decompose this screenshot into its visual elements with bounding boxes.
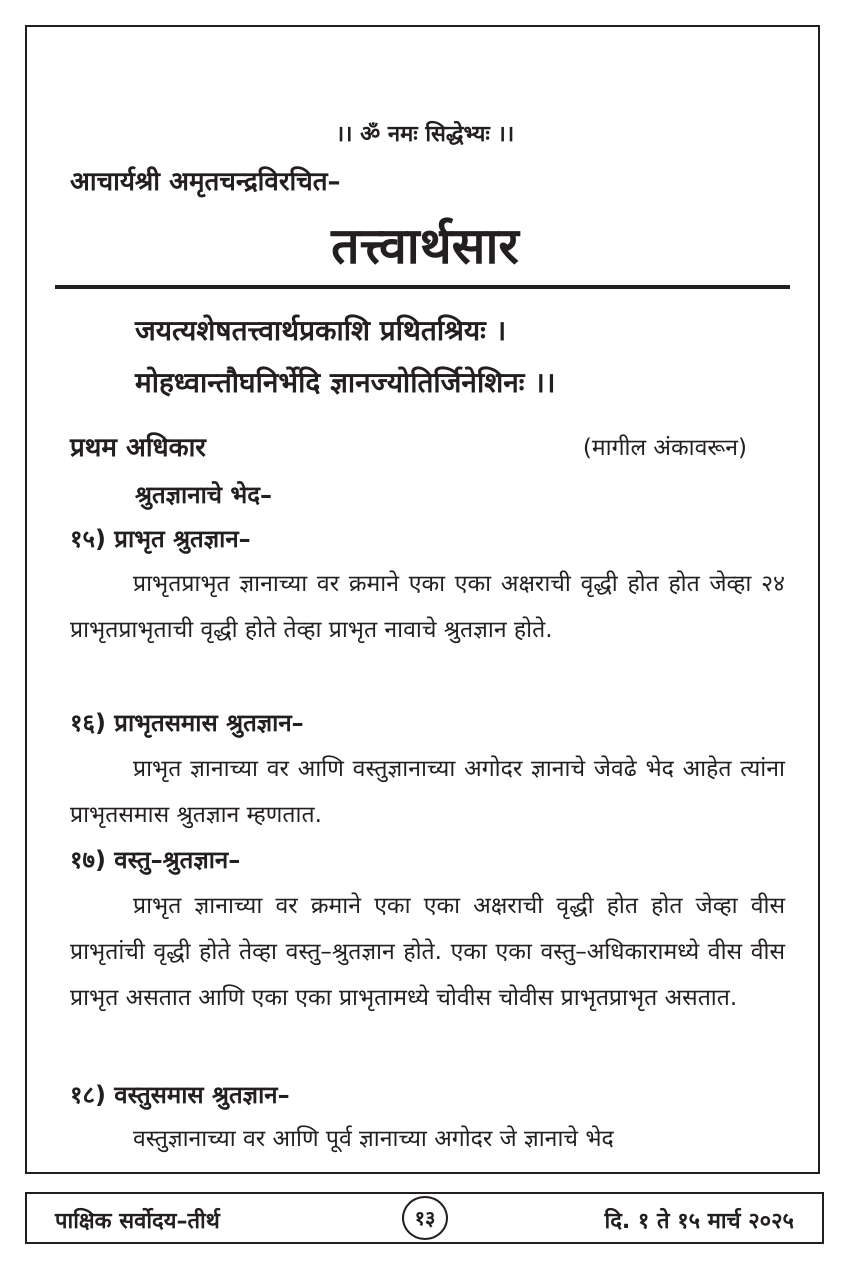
section-16-paragraph: प्राभृत ज्ञानाच्या वर आणि वस्तुज्ञानाच्या अगोदर ज्ञानाचे जेवढे भेद आहेत त्यांना प्राभृतसमास श्रुतज्ञान म्हणतात. — [70, 756, 785, 828]
section-17-heading: १७) वस्तु–श्रुतज्ञान– — [70, 846, 241, 874]
title-divider — [55, 285, 790, 289]
section-15-heading: १५) प्राभृत श्रुतज्ञान– — [70, 525, 251, 553]
page-title: तत्त्वार्थसार — [331, 217, 519, 275]
section-17-paragraph: प्राभृत ज्ञानाच्या वर क्रमाने एका एका अक्षराची वृद्धी होत होत जेव्हा वीस प्राभृतांची वृद्धी होते तेव्हा वस्तु–श्रुतज्ञान होते. एका एका वस्तु–अधिकारामध्ये वीस वीस प्राभृत असतात आणि एका एका प्राभृतामध्ये चोवीस चोवीस प्राभृतप्राभृत असतात. — [70, 893, 785, 1011]
section-18-text — [70, 1116, 785, 1162]
continued-note: (मागील अंकावरून) — [582, 435, 747, 461]
section-16-heading: १६) प्राभृतसमास श्रुतज्ञान– — [70, 709, 304, 737]
section-heading: श्रुतज्ञानाचे भेद– — [135, 481, 273, 509]
section-15-text — [70, 561, 785, 653]
section-16-text — [70, 746, 785, 838]
chapter-title: प्रथम अधिकार — [70, 433, 206, 463]
section-18-heading: १८) वस्तुसमास श्रुतज्ञान– — [70, 1081, 290, 1109]
page-footer — [25, 1192, 824, 1244]
section-18-paragraph: वस्तुज्ञानाच्या वर आणि पूर्व ज्ञानाच्या अगोदर जे ज्ञानाचे भेद — [133, 1126, 614, 1152]
publication-name: पाक्षिक सर्वोदय–तीर्थ — [55, 1209, 220, 1234]
section-15-paragraph: प्राभृतप्राभृत ज्ञानाच्या वर क्रमाने एका एका अक्षराची वृद्धी होत होत जेव्हा २४ प्राभृतप्राभृताची वृद्धी होते तेव्हा प्राभृत नावाचे श्रुतज्ञान होते. — [70, 571, 785, 643]
verse-line-2: मोहध्वान्तौघनिर्भेदि ज्ञानज्योतिर्जिनेशिनः ।। — [135, 366, 556, 399]
verse-line-1: जयत्यशेषतत्त्वार्थप्रकाशि प्रथितश्रियः । — [135, 314, 507, 347]
issue-date: दि. १ ते १५ मार्च २०२५ — [604, 1209, 794, 1234]
invocation-line: ।। ॐ नमः सिद्धेभ्यः ।। — [335, 122, 515, 147]
page-number: १३ — [402, 1196, 448, 1240]
author-attribution: आचार्यश्री अमृतचन्द्रविरचित– — [70, 167, 341, 197]
section-17-text — [70, 883, 785, 1021]
